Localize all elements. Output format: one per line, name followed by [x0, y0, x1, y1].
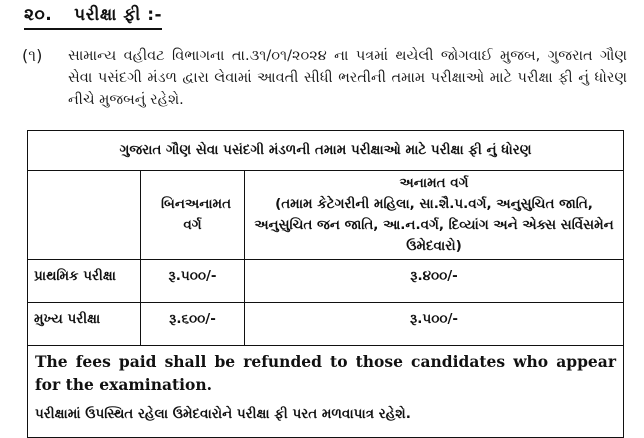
table-header-row — [28, 171, 624, 260]
table-title: ગુજરાત ગૌણ સેવા પસંદગી મંડળની તમામ પરીક્ષાઓ માટે પરીક્ષા ફી નું ધોરણ — [28, 131, 624, 171]
reserved-fee: રૂ.૫૦૦/- — [245, 303, 624, 346]
exam-name: પ્રાથમિક પરીક્ષા — [28, 260, 141, 303]
intro-paragraph — [22, 45, 627, 111]
header-blank-cell — [28, 171, 141, 260]
section-heading — [24, 4, 162, 30]
paragraph-marker: (૧) — [22, 46, 43, 65]
refund-note-english: The fees paid shall be refunded to those candidates who appear for the examination. — [35, 352, 616, 394]
section-number: ૨૦. — [24, 5, 53, 25]
table-row — [28, 260, 624, 303]
paragraph-text: સામાન્ય વહીવટ વિભાગના તા.૩૧/૦૧/૨૦૨૪ ના પત્રમાં થયેલી જોગવાઈ મુજબ, ગુજરાત ગૌણ સેવા પસંદગી મંડળ દ્વારા લેવામાં આવતી સીધી ભરતીની તમામ પરીક્ષાઓ માટે પરીક્ષા ફી નું ધોરણ નીચે મુજબનું રહેશે. — [68, 48, 627, 108]
table-row — [28, 303, 624, 346]
refund-note — [28, 346, 624, 438]
exam-fee-table — [27, 130, 624, 438]
header-reserved-title: અનામત વર્ગ — [399, 175, 469, 191]
header-reserved-detail: (તમામ કેટેગરીની મહિલા, સા.શૈ.પ.વર્ગ, અનુસુચિત જાતિ, અનુસુચિત જન જાતિ, આ.ન.વર્ગ, દિવ્યાંગ અને એક્સ સર્વિસમેન ઉમેદવારો) — [254, 196, 614, 254]
reserved-fee: રૂ.૪૦૦/- — [245, 260, 624, 303]
unreserved-fee: રૂ.૬૦૦/- — [141, 303, 245, 346]
refund-note-gujarati: પરીક્ષામાં ઉપસ્થિત રહેલા ઉમેદવારોને પરીક્ષા ફી પરત મળવાપાત્ર રહેશે. — [35, 406, 411, 422]
header-reserved — [245, 171, 624, 260]
header-unreserved — [141, 171, 245, 260]
unreserved-fee: રૂ.૫૦૦/- — [141, 260, 245, 303]
section-title: પરીક્ષા ફી :- — [74, 5, 163, 25]
exam-name: મુખ્ય પરીક્ષા — [28, 303, 141, 346]
header-unreserved-label: બિનઅનામત વર્ગ — [161, 196, 232, 233]
